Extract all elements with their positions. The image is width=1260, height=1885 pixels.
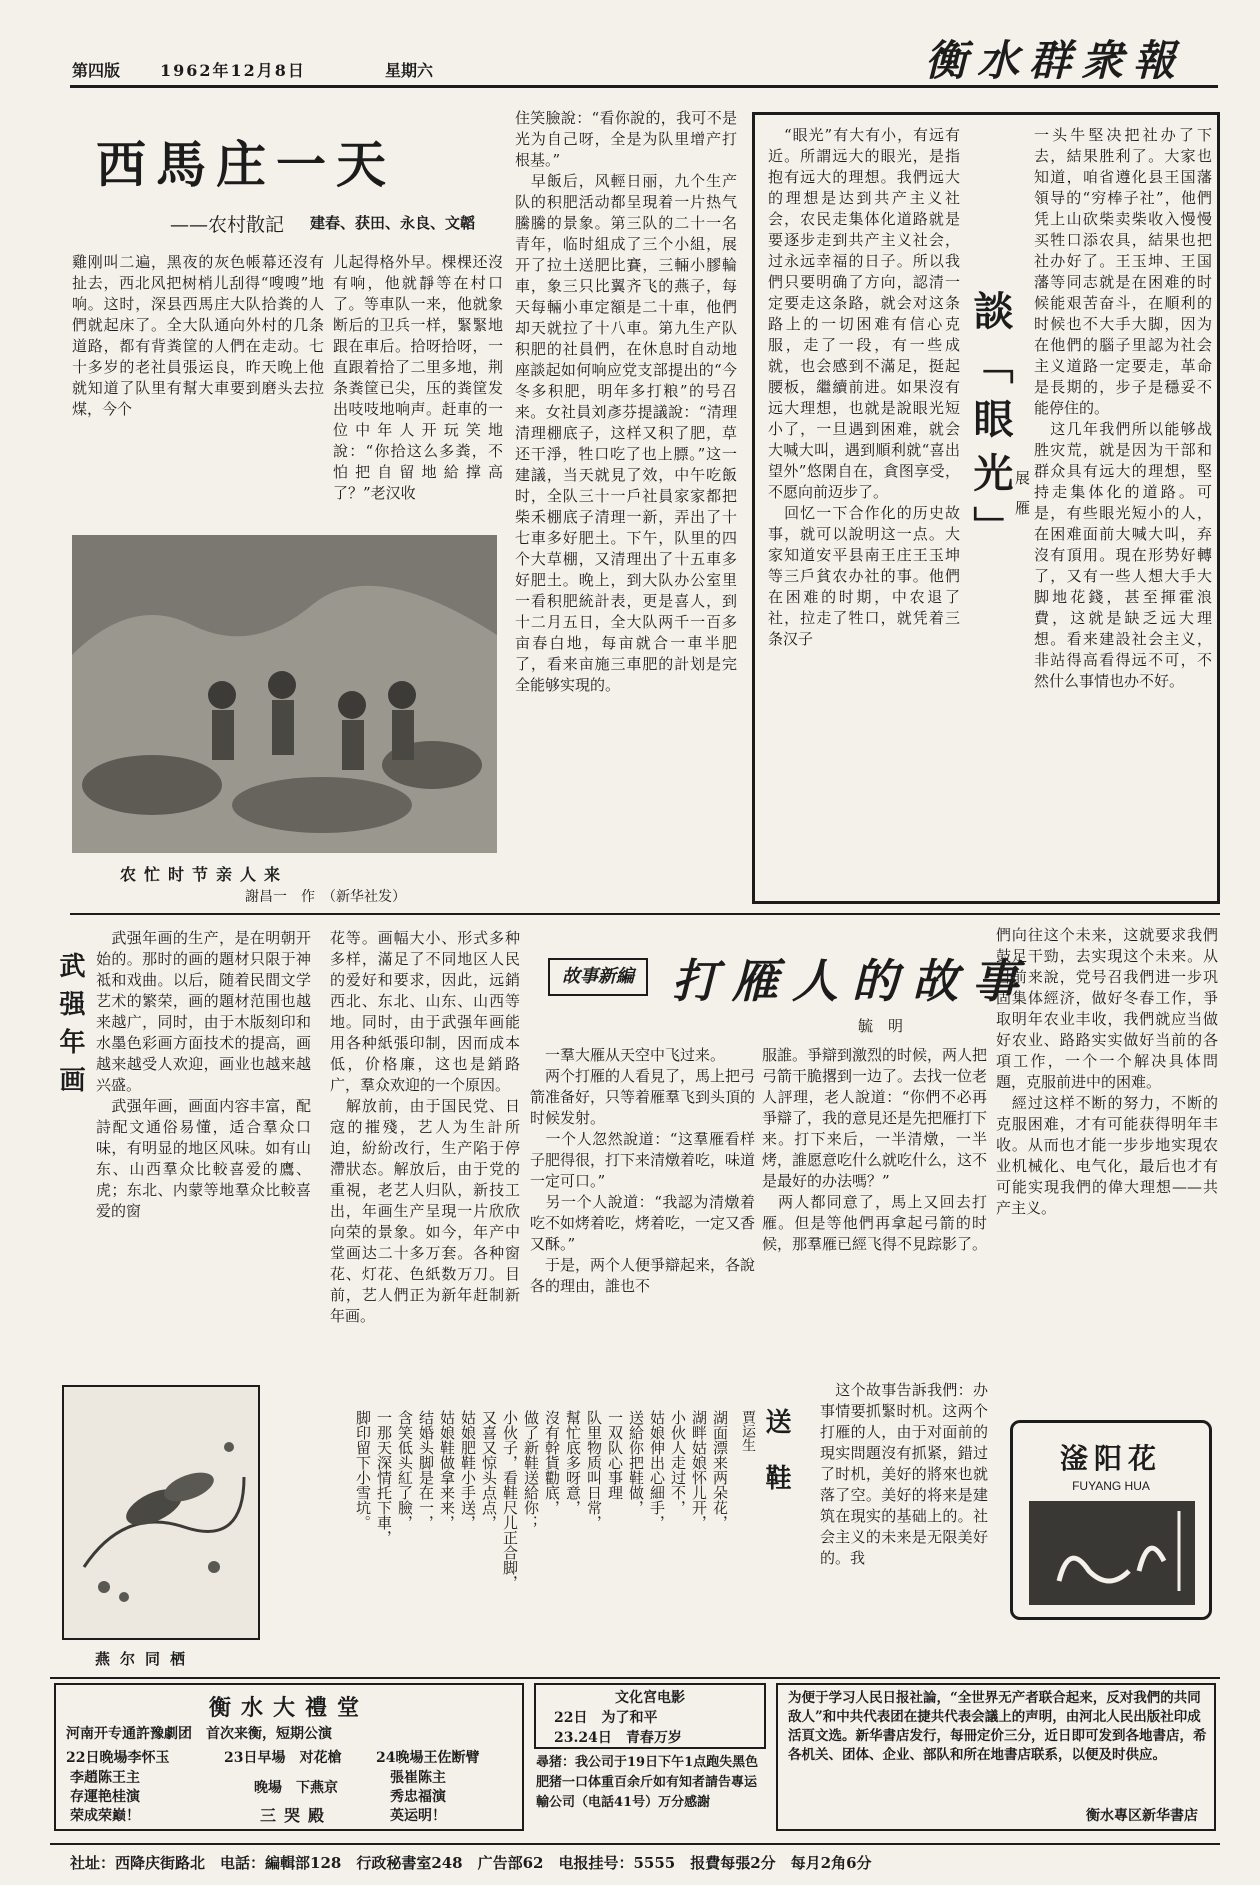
theater-night3-cast: 張崔陈主 秀忠福演 英运明！	[390, 1770, 446, 1824]
lead-column-2: 儿起得格外早。棵棵还沒有响，他就靜等在村口了。等車队一来，他就象断后的卫兵一样，緊緊地跟在車后。拾呀拾呀，一直跟着拾了二里多地，荆条粪筐已尖，压的粪筐发出吱吱地响声。赶車的一位中年人开玩笑地說：“你拾这么多粪，不怕把自留地給撑高了？”老汉收	[333, 253, 503, 502]
illustration-scene	[72, 535, 497, 853]
lead-illustration	[72, 535, 497, 853]
footer-info: 社址：西降庆街路北 电話：編輯部128 行政秘書室248 广告部62 电报挂号：5555 报費每張2分 每月2角6分	[70, 1854, 872, 1872]
poem-line: 幫忙底多呀意，	[564, 1410, 582, 1515]
poem-line: 姑娘鞋做拿来来，	[438, 1410, 456, 1530]
swan-icon	[1029, 1501, 1195, 1605]
issue-weekday: 星期六	[385, 61, 434, 80]
poem-line: 送給你把鞋做，	[627, 1410, 645, 1515]
theater-title: 衡水大禮堂	[208, 1695, 369, 1721]
lead-title: 西馬庄一天	[96, 135, 396, 194]
cinema-title: 文化宮电影	[615, 1690, 685, 1706]
poem-line: 队里物质叫日常，	[585, 1410, 603, 1530]
theater-day2: 23日早場 对花槍	[224, 1750, 342, 1766]
essay-column-1: “眼光”有大有小，有远有近。所謂远大的眼光，是指抱有远大的理想。我們远大的理想是达到共产主义社会，农民走集体化道路就是要逐步走到共产主义社会，过永远幸福的日子。所以我們只要明确了方向，認清一定要走这条路，就会对这条路上的一切困难有信心克服，走了一段，有一些成就，也会感到不滿足，挺起腰板，繼續前进。如果沒有远大理想，也就是說眼光短小了，一旦遇到困难，就会大喊大叫，遇到順利就“喜出望外”悠閑自在，貪图享受，不愿向前迈步了。 回忆一下合作化的历史故事，就可以說明这一点。大家知道安平县南王庄王玉坤等三戶貧农办社的事。他們在困难的时期，中农退了社，拉走了牲口，就凭着三条汉子	[768, 126, 960, 648]
poem-line: 做了新鞋送給你；	[522, 1410, 540, 1530]
cinema-row-2: 23.24日 青春万岁	[554, 1730, 682, 1746]
footer-rule	[50, 1843, 1220, 1845]
ads-rule	[50, 1677, 1220, 1679]
essay-column-2: 一头牛堅决把社办了下去，結果胜利了。大家也知道，咱省遵化县王国藩領导的“穷棒子社”，他們凭上山砍柴卖柴收入慢慢买牲口添农具，結果也把社办好了。王玉坤、王国藩等同志就是在困难的时候能艰苦奋斗，在順利的时候也不大手大脚，因为在他們的腦子里認为社会主义道路一定要走，革命是長期的，步子是穩妥不能停住的。 这几年我們所以能够战胜灾荒，就是因为干部和群众具有远大的理想，堅持走集体化的道路。可是，有些眼光短小的人，在困难面前大喊大叫，弃沒有頂用。現在形势好轉了，又有一些人想大手大脚地花錢，甚至揮霍浪費，这就是缺乏远大理想。看来建設社会主义，非站得高看得远不可，不然什么事情也办不好。	[1034, 126, 1212, 690]
nianhua-title: 武强年画	[55, 952, 85, 1104]
story-author: 毓 明	[858, 1017, 904, 1035]
fuyang-brand: 滏阳花	[1059, 1442, 1162, 1475]
story-title: 打雁人的故事	[672, 954, 1032, 1008]
lead-subtitle: ——农村散記	[170, 214, 285, 236]
theater-ad	[54, 1683, 524, 1831]
theater-day2-play: 三哭殿	[260, 1806, 333, 1825]
story-label-text: 故事新編	[562, 966, 634, 987]
poem-line: 结婚头脚是在一，	[417, 1410, 435, 1530]
lost-pig-notice: 尋猪：我公司于19日下午1点跑失黑色肥猪一口体重百余斤如有知者請告專运輸公司（电話41号）万分感謝	[536, 1755, 759, 1810]
poem-line: 湖面漂来两朵花，	[711, 1410, 729, 1530]
poem-line: 含笑低头紅了臉，	[396, 1410, 414, 1530]
lead-image-caption: 农忙时节亲人来	[120, 865, 289, 884]
essay-author: 展 雁	[1013, 470, 1031, 515]
bookstore-text: 为便于学习人民日报社論，“全世界无产者联合起来，反对我們的共同敌人”和中共代表团在捷共代表会議上的声明，由河北人民出版社印成活頁文选。新华書店发行，每冊定价三分，近日即可发到各地書店，希各机关、团体、企业、部队和所在地書店联系，以便及时供应。	[788, 1690, 1207, 1763]
nianhua-image	[62, 1385, 260, 1640]
bookstore-signature: 衡水專区新华書店	[1086, 1808, 1198, 1824]
nianhua-image-caption: 燕尔同栖	[95, 1650, 196, 1668]
fuyang-ad	[1010, 1420, 1212, 1620]
nianhua-column-1: 武强年画的生产，是在明朝开始的。那时的画的題材只限于神祗和戏曲。以后，随着民間文学艺术的繁荣，画的題材范围也越来越广，同时，由于木版刻印和水墨色彩画方面技术的提高，画越来越受人欢迎，画业也越来越兴盛。 武强年画，画面内容丰富，配詩配文通俗易懂，适合羣众口味，有明显的地区风味。如有山东、山西羣众比較喜爱的鷹、虎；东北、内蒙等地羣众比較喜爱的窗	[96, 929, 311, 1220]
poem-line: 脚印留下小雪坑。	[354, 1410, 372, 1530]
poem-lines	[280, 1410, 730, 1640]
poem-title: 送鞋	[761, 1408, 791, 1520]
cinema-ad	[534, 1683, 766, 1749]
poem-line: 一那天深情托下車，	[375, 1410, 393, 1545]
theater-night1: 22日晚場李怀玉	[66, 1750, 170, 1766]
header-rule	[70, 85, 1218, 88]
poem-line: 姑娘伸出心細手，	[648, 1410, 666, 1530]
story-column-3: 們向往这个未来，这就要求我們鼓足干勁，去实現这个未来。从目前来說，党号召我們进一步巩固集体經济，做好冬春工作，爭取明年农业丰收，我們就应当做好农业、路路实实做好当前的各項工作，一个一个解决具体問題，克服前进中的困难。 經过这样不断的努力，不断的克服困难，才有可能获得明年丰收。从而也才能一步步地实現农业机械化、电气化，最后也才有可能实現我們的偉大理想——共产主义。	[996, 926, 1218, 1217]
lead-authors: 建春、获田、永良、文韜	[310, 214, 476, 232]
lead-column-3: 住笑臉說：“看你說的，我可不是光为自己呀，全是为队里增产打根基。” 早飯后，风輕日丽，九个生产队的积肥活动都呈現着一片热气騰騰的景象。第三队的二十一名青年，临时組成了三个小組，展开了拉土送肥比賽，三輛小膠輪車，象三只比翼齐飞的燕子，每天每輛小車定額是二十車，他們却天就拉了十八車。第九生产队积肥的社員們，在休息时自动地座談起如何响应党支部提出的“今冬多积肥，明年多打粮”的号召来。女社員刘彥芬提議說：“清理清理棚底子，这样又积了肥，草还干淨，牲口吃了也上膘。”这一建議，当天就見了效，中午吃飯时，全队三十一戶社員家家都把柴禾棚底子清理一新，弄出了十七車多好肥土。下午，队里的四个大草棚，又清理出了十五車多好肥土。晚上，到大队办公室里一看积肥統計表，更是喜人，到十二月五日，全大队两千一百多亩春白地，每亩就合一車半肥了，看来亩施三車肥的計划是完全能够实現的。	[515, 109, 737, 694]
fuyang-brand-en: FUYANG HUA	[1072, 1479, 1150, 1493]
lead-column-1: 雞刚叫二遍，黑夜的灰色帳幕还沒有扯去，西北风把树梢儿刮得“嗖嗖”地响。这时，深县西馬庄大队拾粪的人們就起床了。全大队通向外村的几条道路，都有背粪筐的人們在走动。七十多岁的老社員張运良，昨天晚上他就知道了队里有幫大車要到磨头去拉煤，今个	[72, 253, 324, 418]
birds-illustration	[64, 1387, 258, 1638]
poem-author: 賈运生	[740, 1410, 756, 1452]
theater-night1-cast: 李趙陈王主 存運艳桂演 荣成荣巅！	[70, 1770, 140, 1824]
poem-line: 小伙子，看鞋尺儿正合脚，	[501, 1410, 519, 1590]
nianhua-column-2: 花等。画幅大小、形式多种多样，滿足了不同地区人民的爱好和要求，因此，远銷西北、东北、山东、山西等地。同时，由于武强年画能用各种紙張印制，因而成本低，价格廉，这也是銷路广，羣众欢迎的一个原因。 解放前，由于国民党、日寇的摧殘，艺人为生計所迫，紛紛改行，生产陷于停滯狀态。解放后，由于党的重視，老艺人归队，新技工出，年画生产呈現一片欣欣向荣的景象。如今，年产中堂画达二十多万套。各种窗花、灯花、色紙数万刀。目前，艺人們正为新年赶制新年画。	[330, 929, 520, 1325]
theater-night3: 24晚場王佐断臂	[376, 1750, 480, 1766]
story-column-2: 服誰。爭辯到激烈的时候，两人把弓箭干脆撂到一边了。去找一位老人評理，老人說道：“你們不必再爭辯了，我的意見还是先把雁打下来。打下来后，一半清燉，一半烤，誰愿意吃什么就吃什么，这不是最好的办法嗎？” 两人都同意了，馬上又回去打雁。但是等他們再拿起弓箭的时候，那羣雁已經飞得不見踪影了。	[762, 1046, 987, 1253]
lead-image-credit: 謝昌一 作 （新华社发）	[245, 889, 406, 905]
poem-line: 沒有幹貨勸底，	[543, 1410, 561, 1515]
cinema-row-1: 22日 为了和平	[554, 1710, 658, 1726]
page-number: 第四版	[72, 61, 121, 80]
story-column-2b: 这个故事告訴我們：办事情要抓緊时机。这两个打雁的人，由于对面前的現实問題沒有抓紧，錯过了时机，美好的將來也就落了空。美好的将来是建筑在現实的基础上的。社会主义的未来是无限美好的。我	[820, 1381, 988, 1567]
mid-rule	[70, 913, 1220, 915]
poem-line: 又喜又惊头点点，	[480, 1410, 498, 1530]
masthead: 衡水群衆報	[925, 36, 1186, 85]
poem-line: 小伙人走过不，	[669, 1410, 687, 1515]
poem-line: 姑娘肥鞋小手送，	[459, 1410, 477, 1530]
bookstore-ad	[776, 1683, 1216, 1831]
issue-date: 1962年12月8日	[160, 61, 306, 80]
theater-day2-evening: 晚場 下燕京	[254, 1780, 338, 1796]
theater-subtitle: 河南开专通許豫劇团 首次来衡，短期公演	[66, 1726, 332, 1742]
essay-title: 談「眼光」	[967, 290, 1014, 560]
story-column-1: 一羣大雁从天空中飞过来。 两个打雁的人看見了，馬上把弓箭准备好，只等着雁羣飞到头頂的时候发射。 一个人忽然說道：“这羣雁看样子肥得很，打下来清燉着吃，味道一定可口。” 另一个人說道：“我認为清燉着吃不如烤着吃，烤着吃，一定又香又酥。” 于是，两个人便爭辯起来，各說各的理由，誰也不	[530, 1046, 755, 1295]
story-label	[548, 958, 648, 996]
poem-line: 湖畔姑娘怀儿开，	[690, 1410, 708, 1530]
poem-line: 一双队心事理	[606, 1410, 624, 1500]
